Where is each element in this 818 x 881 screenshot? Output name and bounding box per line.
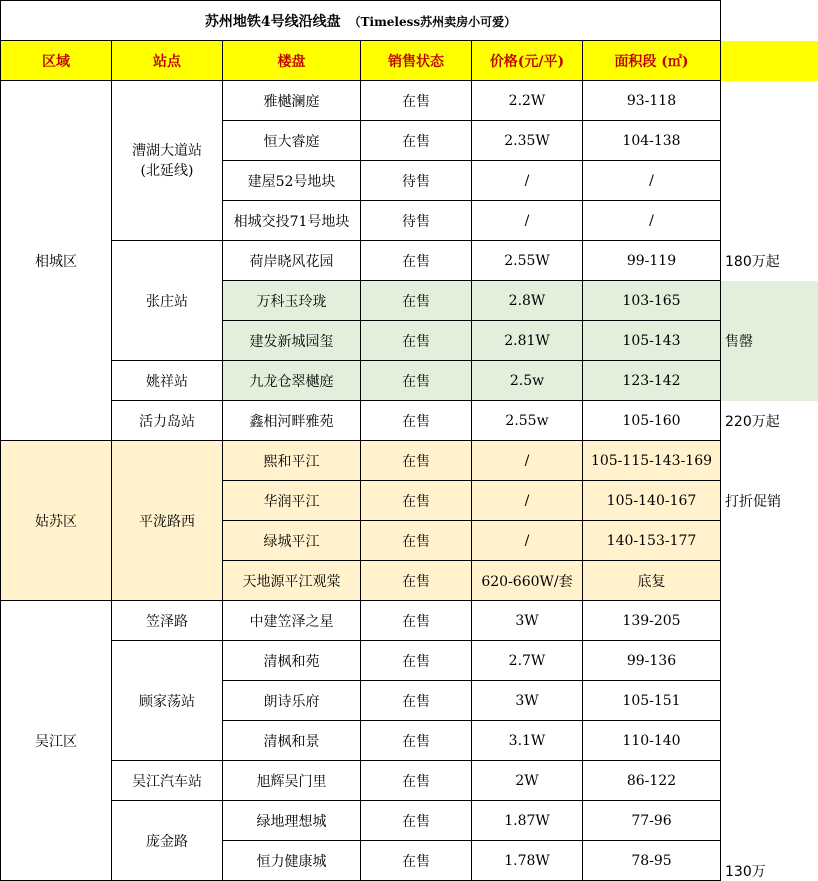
price-cell[interactable]: 2.55W — [472, 241, 583, 281]
price-cell[interactable]: / — [472, 521, 583, 561]
note-cell[interactable]: 220万起 — [721, 401, 818, 441]
empty-cell[interactable] — [721, 681, 818, 721]
area-cell[interactable]: 103-165 — [583, 281, 721, 321]
area-cell[interactable]: 105-143 — [583, 321, 721, 361]
area-cell[interactable]: / — [583, 161, 721, 201]
price-cell[interactable]: 3.1W — [472, 721, 583, 761]
project-cell[interactable]: 熙和平江 — [223, 441, 361, 481]
area-cell[interactable]: 99-119 — [583, 241, 721, 281]
project-cell[interactable]: 绿地理想城 — [223, 801, 361, 841]
area-cell[interactable]: 99-136 — [583, 641, 721, 681]
project-cell[interactable]: 清枫和苑 — [223, 641, 361, 681]
table-row — [1, 241, 818, 281]
status-cell[interactable]: 在售 — [361, 601, 472, 641]
project-cell[interactable]: 朗诗乐府 — [223, 681, 361, 721]
table-row — [1, 641, 818, 681]
station-cell[interactable]: 吴江汽车站 — [112, 761, 223, 801]
station-cell[interactable]: 张庄站 — [112, 241, 223, 361]
empty-cell[interactable] — [721, 1, 818, 41]
status-cell[interactable]: 在售 — [361, 441, 472, 481]
note-cell[interactable]: 130万 — [721, 841, 818, 881]
project-cell[interactable]: 绿城平江 — [223, 521, 361, 561]
project-cell[interactable]: 鑫相河畔雅苑 — [223, 401, 361, 441]
area-cell[interactable]: 105-160 — [583, 401, 721, 441]
status-cell[interactable]: 在售 — [361, 801, 472, 841]
station-name: 漕湖大道站 — [132, 142, 202, 159]
status-cell[interactable]: 在售 — [361, 641, 472, 681]
title-row — [1, 1, 818, 41]
area-cell[interactable]: 139-205 — [583, 601, 721, 641]
station-cell[interactable]: 笠泽路 — [112, 601, 223, 641]
empty-cell[interactable] — [721, 81, 818, 121]
header-region[interactable]: 区域 — [1, 41, 112, 81]
status-cell[interactable]: 在售 — [361, 121, 472, 161]
station-cell[interactable] — [112, 81, 223, 241]
empty-cell[interactable] — [721, 801, 818, 841]
status-cell[interactable]: 在售 — [361, 561, 472, 601]
status-cell[interactable]: 在售 — [361, 361, 472, 401]
price-cell[interactable]: / — [472, 161, 583, 201]
header-row — [1, 41, 818, 81]
note-cell[interactable]: 180万起 — [721, 241, 818, 281]
price-cell[interactable]: 2.7W — [472, 641, 583, 681]
price-cell[interactable]: 2.55w — [472, 401, 583, 441]
status-cell[interactable]: 在售 — [361, 841, 472, 881]
project-cell[interactable]: 旭辉吴门里 — [223, 761, 361, 801]
area-cell[interactable]: 105-115-143-169 — [583, 441, 721, 481]
station-cell[interactable]: 顾家荡站 — [112, 641, 223, 761]
price-cell[interactable]: 2.5w — [472, 361, 583, 401]
table-row — [1, 81, 818, 121]
empty-cell[interactable] — [721, 561, 818, 601]
status-cell[interactable]: 待售 — [361, 161, 472, 201]
empty-cell[interactable] — [721, 41, 818, 81]
project-cell[interactable]: 万科玉玲珑 — [223, 281, 361, 321]
station-cell[interactable]: 庞金路 — [112, 801, 223, 881]
price-cell[interactable]: 2W — [472, 761, 583, 801]
area-cell[interactable]: 93-118 — [583, 81, 721, 121]
status-cell[interactable]: 待售 — [361, 201, 472, 241]
status-cell[interactable]: 在售 — [361, 521, 472, 561]
empty-cell[interactable] — [721, 441, 818, 481]
status-cell[interactable]: 在售 — [361, 81, 472, 121]
region-cell[interactable]: 姑苏区 — [1, 441, 112, 601]
title-subtitle: （Timeless苏州卖房小可爱） — [348, 14, 517, 29]
project-cell[interactable]: 建发新城园玺 — [223, 321, 361, 361]
project-cell[interactable]: 建屋52号地块 — [223, 161, 361, 201]
table-row — [1, 601, 818, 641]
empty-cell[interactable] — [721, 601, 818, 641]
title-text: 苏州地铁4号线沿线盘 — [204, 13, 341, 30]
header-price[interactable]: 价格(元/平) — [472, 41, 583, 81]
area-cell[interactable]: 140-153-177 — [583, 521, 721, 561]
station-cell[interactable]: 平泷路西 — [112, 441, 223, 601]
project-cell[interactable]: 恒大睿庭 — [223, 121, 361, 161]
status-cell[interactable]: 在售 — [361, 681, 472, 721]
project-cell[interactable]: 华润平江 — [223, 481, 361, 521]
area-cell[interactable]: / — [583, 201, 721, 241]
price-cell[interactable]: / — [472, 481, 583, 521]
project-cell[interactable]: 雅樾澜庭 — [223, 81, 361, 121]
table-row — [1, 401, 818, 441]
empty-cell[interactable] — [721, 161, 818, 201]
area-cell[interactable]: 123-142 — [583, 361, 721, 401]
status-cell[interactable]: 在售 — [361, 721, 472, 761]
price-cell[interactable]: / — [472, 441, 583, 481]
project-cell[interactable]: 恒力健康城 — [223, 841, 361, 881]
status-cell[interactable]: 在售 — [361, 241, 472, 281]
price-cell[interactable]: 2.8W — [472, 281, 583, 321]
area-cell[interactable]: 105-151 — [583, 681, 721, 721]
project-cell[interactable]: 九龙仓翠樾庭 — [223, 361, 361, 401]
area-cell[interactable]: 78-95 — [583, 841, 721, 881]
table-row — [1, 361, 818, 401]
status-cell[interactable]: 在售 — [361, 321, 472, 361]
price-cell[interactable]: 2.35W — [472, 121, 583, 161]
area-cell[interactable]: 105-140-167 — [583, 481, 721, 521]
header-project[interactable]: 楼盘 — [223, 41, 361, 81]
price-cell[interactable]: 3W — [472, 681, 583, 721]
area-cell[interactable]: 77-96 — [583, 801, 721, 841]
project-cell[interactable]: 天地源平江观棠 — [223, 561, 361, 601]
empty-cell[interactable] — [721, 521, 818, 561]
status-cell[interactable]: 在售 — [361, 401, 472, 441]
area-cell[interactable]: 底复 — [583, 561, 721, 601]
header-station[interactable]: 站点 — [112, 41, 223, 81]
project-cell[interactable]: 清枫和景 — [223, 721, 361, 761]
table-row — [1, 761, 818, 801]
price-cell[interactable]: 620-660W/套 — [472, 561, 583, 601]
empty-cell[interactable] — [721, 641, 818, 681]
station-line: (北延线) — [140, 162, 194, 179]
note-cell[interactable]: 售罄 — [721, 281, 818, 401]
header-status[interactable]: 销售状态 — [361, 41, 472, 81]
price-cell[interactable]: 2.2W — [472, 81, 583, 121]
region-cell[interactable]: 相城区 — [1, 81, 112, 441]
area-cell[interactable]: 110-140 — [583, 721, 721, 761]
project-cell[interactable]: 中建笠泽之星 — [223, 601, 361, 641]
empty-cell[interactable] — [721, 201, 818, 241]
price-cell[interactable]: 3W — [472, 601, 583, 641]
price-cell[interactable]: 2.81W — [472, 321, 583, 361]
price-cell[interactable]: / — [472, 201, 583, 241]
table-row — [1, 441, 818, 481]
status-cell[interactable]: 在售 — [361, 281, 472, 321]
empty-cell[interactable] — [721, 121, 818, 161]
sheet-title[interactable] — [1, 1, 721, 41]
price-cell[interactable]: 1.87W — [472, 801, 583, 841]
status-cell[interactable]: 在售 — [361, 761, 472, 801]
station-cell[interactable]: 活力岛站 — [112, 401, 223, 441]
table-row — [1, 801, 818, 841]
area-cell[interactable]: 104-138 — [583, 121, 721, 161]
header-area[interactable]: 面积段 (㎡) — [583, 41, 721, 81]
project-cell[interactable]: 相城交投71号地块 — [223, 201, 361, 241]
empty-cell[interactable] — [721, 761, 818, 801]
area-cell[interactable]: 86-122 — [583, 761, 721, 801]
project-cell[interactable]: 荷岸晓风花园 — [223, 241, 361, 281]
price-cell[interactable]: 1.78W — [472, 841, 583, 881]
note-cell[interactable]: 打折促销 — [721, 481, 818, 521]
empty-cell[interactable] — [721, 721, 818, 761]
region-cell[interactable]: 吴江区 — [1, 601, 112, 881]
station-cell[interactable]: 姚祥站 — [112, 361, 223, 401]
status-cell[interactable]: 在售 — [361, 481, 472, 521]
